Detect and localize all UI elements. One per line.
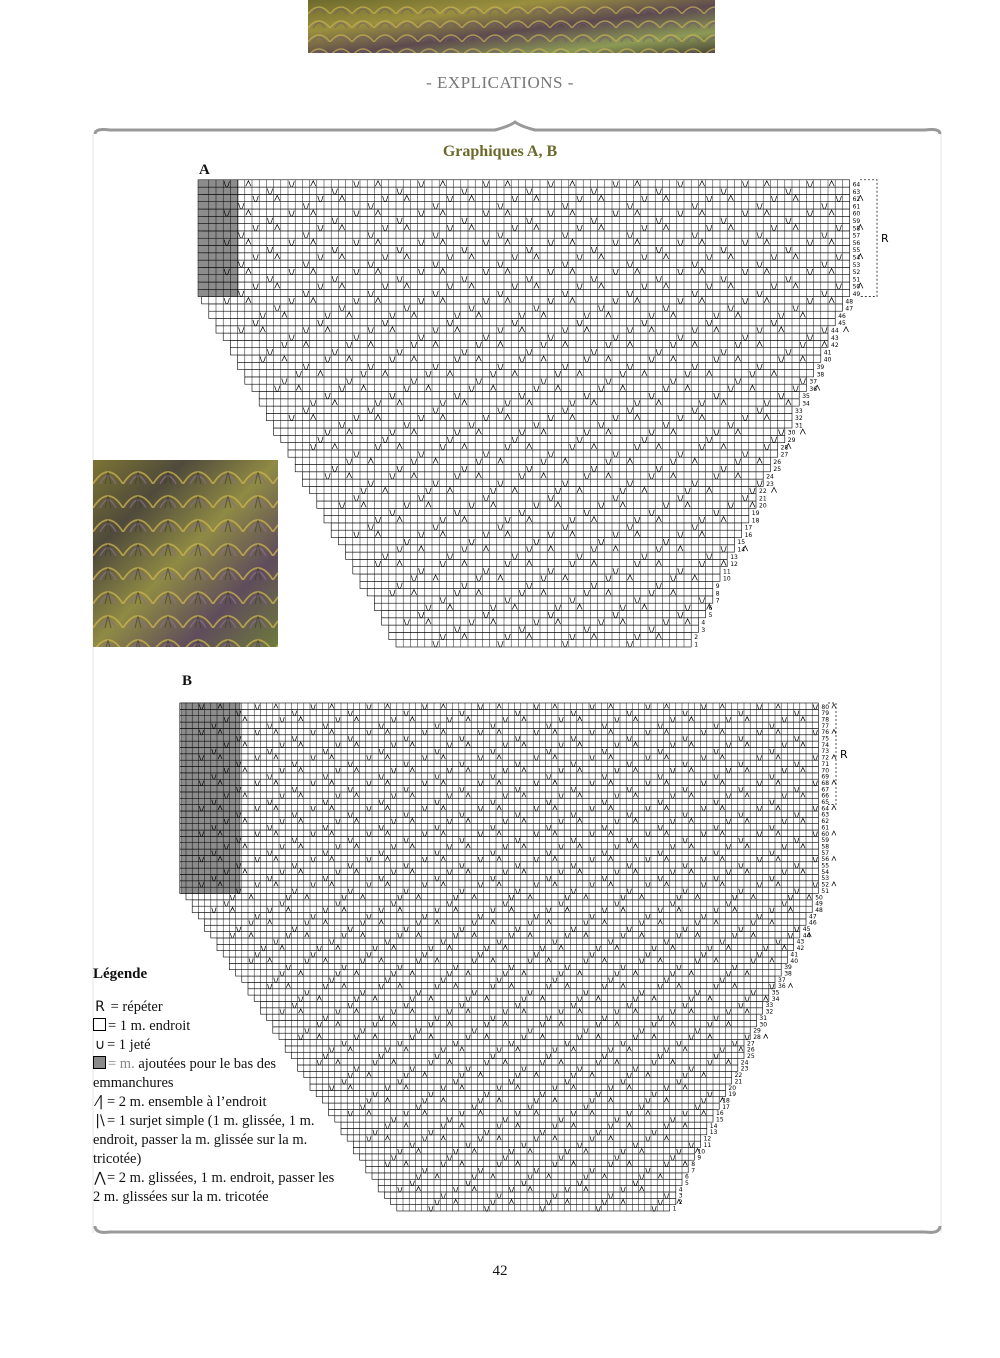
- chart-a-row-number: 14: [737, 546, 746, 554]
- chart-a-row-number: 9: [715, 583, 720, 590]
- chart-a-row-number: 62: [852, 196, 861, 204]
- chart-a-row-number: 46: [838, 312, 846, 320]
- chart-a-row-number: 12: [730, 561, 738, 569]
- chart-a-row-number: 50: [852, 283, 861, 291]
- figure-title: Graphiques A, B: [442, 143, 558, 160]
- chart-b-row-number: 38: [784, 970, 792, 978]
- chart-b-row-number: 79: [821, 710, 830, 718]
- chart-a-row-number: 17: [744, 524, 753, 532]
- chart-a-row-number: 11: [723, 568, 731, 576]
- chart-a-row-number: 16: [744, 531, 753, 539]
- chart-b-row-number: 42: [796, 945, 805, 953]
- chart-b-row-number: 51: [821, 887, 830, 895]
- chart-b-row-number: 4: [678, 1186, 683, 1194]
- chart-b-row-number: 20: [728, 1084, 737, 1092]
- chart-a-row-number: 10: [723, 575, 731, 583]
- chart-a-row-number: 43: [831, 334, 839, 342]
- chart-b-row-number: 35: [771, 989, 780, 997]
- chart-b-row-number: 74: [821, 741, 830, 749]
- chart-b-row-number: 67: [821, 786, 830, 794]
- legend-knit: = 1 m. endroit: [93, 1017, 343, 1036]
- chart-a-row-number: 39: [816, 364, 825, 371]
- legend: [93, 965, 343, 1207]
- chart-b-row-number: 28: [753, 1033, 761, 1041]
- chart-b-row-number: 12: [703, 1135, 712, 1143]
- k2tog-icon: ⁄|: [96, 1094, 104, 1110]
- chart-b-row-number: 48: [815, 906, 823, 914]
- chart-b-row-number: 14: [709, 1122, 718, 1130]
- chart-b-row-number: 72: [821, 754, 830, 762]
- chart-b-row-number: 64: [821, 805, 830, 813]
- chart-a-row-number: 24: [766, 473, 774, 481]
- chart-b-row-number: 36: [778, 983, 786, 991]
- chart-a-row-number: 8: [715, 590, 720, 598]
- added-stitch-box-icon: [93, 1056, 106, 1069]
- chart-b-row-number: 24: [740, 1059, 749, 1067]
- chart-b-row-number: 29: [753, 1027, 761, 1035]
- repeat-symbol: R: [95, 999, 105, 1015]
- chart-a-row-number: 51: [852, 276, 861, 284]
- chart-b-row-number: 27: [747, 1040, 755, 1048]
- chart-b-row-number: 61: [821, 824, 830, 832]
- chart-a-row-number: 59: [852, 218, 861, 225]
- knit-swatch-photo-side: [93, 460, 278, 647]
- chart-b-row-number: 16: [716, 1110, 724, 1118]
- chart-b-row-number: 69: [821, 773, 830, 781]
- chart-a-row-number: 40: [823, 356, 832, 364]
- ssk-icon: |\: [95, 1113, 105, 1129]
- chart-a-row-number: 42: [831, 342, 839, 350]
- chart-b-row-number: 9: [697, 1154, 702, 1162]
- chart-b-row-number: 49: [815, 900, 823, 908]
- chart-a-row-number: 6: [708, 604, 713, 612]
- legend-repeat: R = répéter: [93, 998, 343, 1017]
- chart-b-row-number: 80: [821, 703, 830, 711]
- chart-b-row-number: 26: [747, 1046, 755, 1054]
- legend-ssk: |\ = 1 surjet simple (1 m. glissée, 1 m. endroit, passer la m. glissée sur la m. tricotée): [93, 1113, 315, 1167]
- chart-a-row-number: 13: [730, 553, 738, 561]
- chart-a-row-number: 2: [694, 634, 699, 642]
- chart-b-repeat-marker: R: [840, 747, 848, 761]
- chart-a-row-number: 20: [759, 502, 767, 510]
- chart-b-row-number: 7: [691, 1167, 696, 1175]
- chart-a-row-number: 23: [766, 480, 774, 488]
- chart-b-row-number: 39: [784, 964, 792, 972]
- chart-b-row-number: 62: [821, 818, 830, 826]
- chart-a-row-number: 26: [773, 458, 782, 466]
- chart-b-row-number: 19: [728, 1091, 737, 1099]
- chart-a-row-number: 56: [852, 239, 861, 247]
- knit-box-icon: [93, 1018, 106, 1031]
- knit-swatch-photo-top: [308, 0, 715, 53]
- chart-a-row-number: 60: [852, 210, 861, 218]
- chart-a-row-number: 32: [795, 415, 803, 423]
- chart-a-row-number: 34: [802, 400, 810, 408]
- chart-b-row-number: 23: [740, 1065, 749, 1073]
- chart-a-row-number: 7: [715, 597, 720, 605]
- chart-a-row-number: 53: [852, 261, 861, 269]
- chart-b-row-number: 52: [821, 881, 830, 889]
- chart-a-row-number: 55: [852, 247, 861, 255]
- legend-k2tog: ⁄| = 2 m. ensemble à l’endroit: [93, 1093, 343, 1112]
- chart-b-row-number: 10: [697, 1148, 706, 1156]
- chart-a-row-number: 21: [759, 495, 767, 503]
- chart-a-row-number: 15: [737, 539, 746, 547]
- chart-b-row-number: 59: [821, 837, 830, 845]
- chart-b-row-number: 21: [734, 1078, 743, 1086]
- chart-b-row-number: 45: [802, 926, 811, 933]
- chart-a-row-number: 63: [852, 188, 861, 196]
- chart-b-row-number: 22: [734, 1072, 743, 1080]
- chart-a-row-number: 52: [852, 269, 861, 277]
- chart-b-row-number: 70: [821, 767, 830, 775]
- page-number: 42: [492, 1263, 508, 1279]
- chart-b-row-number: 58: [821, 843, 830, 851]
- chart-b-row-number: 1: [672, 1205, 677, 1213]
- chart-b-row-number: 65: [821, 799, 830, 806]
- chart-a-row-number: 58: [852, 225, 861, 233]
- chart-b-row-number: 11: [703, 1141, 712, 1149]
- chart-b-row-number: 2: [678, 1199, 683, 1207]
- chart-b-row-number: 5: [685, 1180, 689, 1187]
- chart-a-row-number: 61: [852, 203, 861, 211]
- chart-a-row-number: 22: [759, 488, 767, 496]
- chart-b-row-number: 47: [809, 913, 817, 921]
- chart-a-row-number: 1: [694, 641, 699, 649]
- chart-a-row-number: 30: [787, 429, 796, 437]
- chart-b-row-number: 60: [821, 830, 830, 838]
- chart-a-row-number: 5: [708, 612, 713, 620]
- chart-a-row-number: 57: [852, 232, 861, 240]
- chart-b-row-number: 54: [821, 868, 830, 876]
- legend-double-decrease: ⋀= 2 m. glissées, 1 m. endroit, passer les 2 m. glissées sur la m. tricotée: [93, 1170, 335, 1205]
- chart-a-row-number: 36: [809, 385, 818, 393]
- legend-title: Légende: [93, 966, 148, 982]
- double-decrease-icon: ⋀: [94, 1170, 106, 1186]
- chart-b-row-number: 17: [722, 1103, 730, 1111]
- chart-b-row-number: 15: [716, 1116, 724, 1124]
- chart-b-row-number: 56: [821, 856, 830, 864]
- chart-b-row-number: 40: [790, 957, 799, 965]
- chart-b-row-number: 78: [821, 716, 830, 724]
- chart-b-row-number: 32: [765, 1008, 774, 1016]
- chart-b-row-number: 57: [821, 849, 830, 857]
- chart-a-row-number: 44: [831, 327, 839, 335]
- chart-b-row-number: 43: [796, 938, 805, 946]
- chart-b-row-number: 30: [759, 1021, 768, 1029]
- chart-b-label: B: [182, 673, 193, 689]
- section-header: - EXPLICATIONS -: [426, 73, 574, 92]
- chart-b-row-number: 44: [802, 932, 811, 940]
- chart-a-row-number: 19: [751, 510, 760, 517]
- chart-b-row-number: 77: [821, 722, 830, 730]
- legend-added-stitches: = m. ajoutées pour le bas des emmanchures: [93, 1056, 277, 1091]
- chart-a-row-number: 45: [838, 320, 846, 328]
- chart-a-row-number: 47: [845, 305, 854, 313]
- chart-a-row-number: 4: [701, 619, 706, 627]
- chart-a-row-number: 37: [809, 378, 818, 386]
- chart-a-row-number: 38: [816, 371, 825, 379]
- chart-b-row-number: 46: [809, 919, 817, 927]
- chart-b-row-number: 37: [778, 976, 786, 984]
- chart-a-row-number: 49: [852, 291, 861, 298]
- chart-b-row-number: 33: [765, 1002, 774, 1010]
- chart-b-row-number: 31: [759, 1014, 768, 1022]
- chart-b-row-number: 25: [747, 1053, 755, 1060]
- chart-b-row-number: 73: [821, 748, 830, 756]
- chart-b-row-number: 71: [821, 760, 830, 768]
- chart-a-row-number: 3: [701, 626, 706, 634]
- chart-a-row-number: 48: [845, 298, 854, 306]
- chart-a-row-number: 25: [773, 466, 782, 474]
- chart-b-row-number: 66: [821, 792, 830, 800]
- chart-a-row-number: 35: [802, 393, 810, 401]
- chart-b-row-number: 13: [709, 1129, 718, 1137]
- chart-a-row-number: 18: [751, 517, 760, 525]
- chart-b-row-number: 55: [821, 862, 830, 870]
- chart-b-row-number: 41: [790, 951, 799, 959]
- chart-a-row-number: 41: [823, 349, 832, 357]
- chart-b-row-number: 8: [691, 1160, 696, 1168]
- chart-a-row-number: 54: [852, 254, 861, 262]
- yarn-over-icon: ∪: [94, 1037, 106, 1053]
- chart-b-row-number: 63: [821, 811, 830, 819]
- chart-a-row-number: 29: [787, 437, 796, 444]
- chart-b-row-number: 3: [678, 1192, 683, 1200]
- chart-a-row-number: 33: [795, 407, 803, 415]
- chart-a-repeat-marker: R: [881, 232, 889, 246]
- chart-b-row-number: 34: [771, 995, 780, 1003]
- chart-b-row-number: 68: [821, 779, 830, 787]
- chart-b-row-number: 6: [685, 1173, 689, 1181]
- chart-a-label: A: [199, 162, 210, 178]
- chart-b-row-number: 75: [821, 735, 830, 743]
- legend-yarn-over: ∪ = 1 jeté: [94, 1037, 151, 1053]
- chart-a-row-number: 27: [780, 451, 789, 459]
- chart-a-row-number: 64: [852, 181, 861, 189]
- chart-a-row-number: 31: [795, 422, 803, 430]
- chart-b-row-number: 76: [821, 729, 830, 737]
- chart-b-row-number: 18: [722, 1097, 730, 1105]
- chart-a-row-number: 28: [780, 444, 789, 452]
- chart-b-row-number: 50: [815, 894, 823, 902]
- chart-b-row-number: 53: [821, 875, 830, 883]
